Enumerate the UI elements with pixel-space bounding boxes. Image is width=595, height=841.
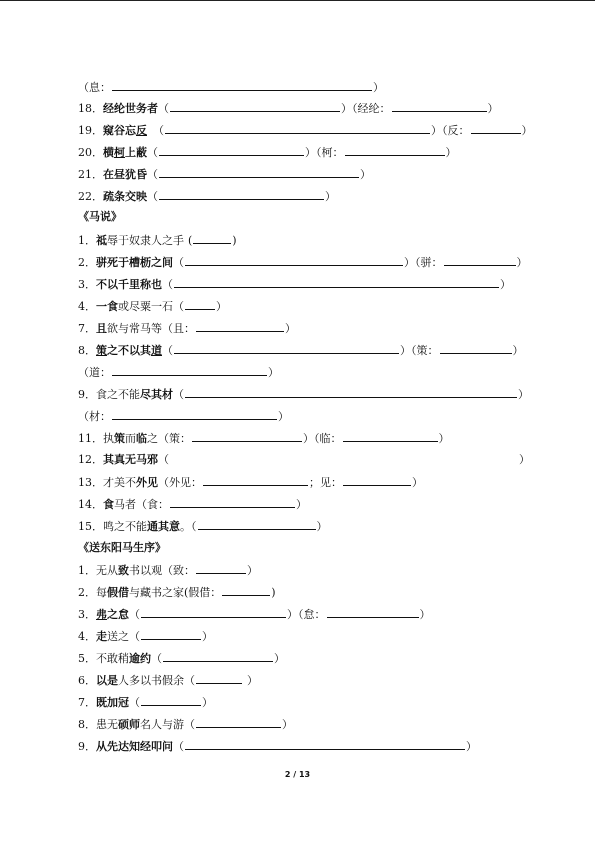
answer-blank[interactable] [185,385,517,398]
bracket-open: （ [147,168,158,181]
answer-blank[interactable] [112,78,372,91]
item-number: 21． [78,168,103,181]
bracket-close: ） [247,674,258,687]
ma-line-15 [78,517,328,535]
item-number: 20． [78,146,103,159]
bracket-close: ） [325,190,336,203]
key-char: 柯 [114,146,125,159]
bracket-open: （ [173,740,184,753]
bracket-open: （ [173,388,184,401]
sentence-text: 欲与常马等（且： [107,322,195,335]
key-phrase: 骈死于槽枥之间 [96,256,173,269]
sentence-text: 不敢稍 [96,652,129,665]
key-phrase: 走 [96,630,107,643]
key-phrase: 之不以其 [107,344,151,357]
sentence-text: 或尽粟一石 [118,300,173,313]
bracket-open: （ [162,278,173,291]
key-phrase: 不以千里称也 [96,278,162,291]
bracket-open: （ [151,652,162,665]
item-number: 19． [78,124,103,137]
bracket-open: （息： [78,81,111,94]
bracket-close: ） [519,453,530,466]
sd-line-4 [78,627,213,645]
bracket-open: （ [158,102,169,115]
answer-blank[interactable] [141,605,286,618]
sd-line-6 [78,671,258,689]
item-number: 7． [78,322,96,335]
sentence-text: 书以观（致： [129,564,195,577]
gloss-label: ）（反： [431,124,470,137]
line-20 [78,143,457,161]
sentence-text: 鸣之不能 [103,520,147,533]
bracket-close: ） [216,300,227,313]
sentence-text: 马者（食： [114,498,169,511]
item-number: 6． [78,674,96,687]
sentence-text: 食之不能 [96,388,140,401]
answer-blank[interactable] [185,297,215,310]
answer-blank[interactable] [174,341,399,354]
item-number: 9． [78,740,96,753]
ma-line-13 [78,473,423,491]
item-number: 18． [78,102,103,115]
ma-line-8-dao [78,363,279,381]
answer-blank[interactable] [170,99,340,112]
key-phrase: 且 [96,322,107,335]
key-phrase: 假借 [107,586,129,599]
page-number: 2 / 13 [284,770,311,779]
key-phrase: 临 [136,432,147,445]
ma-line-11 [78,429,450,447]
bracket-open: （ [147,190,158,203]
answer-blank[interactable] [170,495,295,508]
bracket-close: ） [419,608,431,621]
bracket-close: ） [512,344,524,357]
answer-blank[interactable] [343,429,438,442]
bracket-close: ） [202,630,213,643]
answer-blank[interactable] [343,473,411,486]
sentence-text: 患无 [96,718,118,731]
bracket-open: （ [153,124,164,137]
bracket-close: ） [268,366,279,379]
key-phrase: 通其意 [147,520,180,533]
item-number: 2． [78,586,96,599]
bracket-open: （ [173,300,184,313]
gloss-label: （材： [78,410,111,423]
bracket-close: ) [271,586,276,599]
bracket-close: ） [373,81,384,94]
bracket-close: ) [232,234,237,247]
bracket-close: ） [516,256,528,269]
item-number: 7． [78,696,96,709]
answer-blank[interactable] [165,121,430,134]
bracket-open: （ [173,256,184,269]
sentence-text: 执 [103,432,114,445]
item-number: 12． [78,453,103,466]
key-phrase: 一食 [96,300,118,313]
sd-line-5 [78,649,285,667]
sd-line-7 [78,693,213,711]
ma-line-14 [78,495,307,513]
answer-blank[interactable] [198,517,316,530]
key-phrase: 经纶世务者 [103,102,158,115]
ma-line-9-cai [78,407,289,425]
sd-line-9 [78,737,477,755]
line-19 [78,121,533,139]
key-phrase: 祗 [96,234,107,247]
answer-blank[interactable] [112,407,277,420]
bracket-close: ） [466,740,477,753]
line-22 [78,187,336,205]
bracket-close: ） [202,696,213,709]
item-number: 14． [78,498,103,511]
bracket-close: ） [360,168,371,181]
bracket-close: ） [518,388,529,401]
bracket-open: ( [188,234,193,247]
answer-blank[interactable] [196,671,242,684]
answer-blank[interactable] [196,715,281,728]
item-number: 5． [78,652,96,665]
item-number: 3． [78,608,96,621]
answer-blank[interactable] [222,583,270,596]
sentence-text: 。（ [180,520,197,533]
sd-line-1 [78,561,258,579]
ma-line-1 [78,231,237,249]
key-phrase: 食 [103,498,114,511]
answer-blank[interactable] [163,649,273,662]
item-number: 1． [78,564,96,577]
item-number: 1． [78,234,96,247]
answer-blank[interactable] [196,561,246,574]
answer-blank[interactable] [392,99,487,112]
key-phrase: 尽其材 [140,388,173,401]
gloss-label: ）（骈： [404,256,443,269]
answer-blank[interactable] [444,253,516,266]
answer-blank[interactable] [185,737,465,750]
sentence-text: 与藏书之家(假借： [129,586,222,599]
gloss-label: ）（怠： [287,608,326,621]
key-phrase: 窥谷忘 [103,124,136,137]
sentence-text: 名人与游（ [140,718,195,731]
bracket-close: ） [438,432,450,445]
gloss-label: （道： [78,366,111,379]
ma-line-3 [78,275,511,293]
key-phrase: 横 [103,146,114,159]
bracket-close: ） [282,718,293,731]
ma-line-9 [78,385,529,403]
sentence-text: 人多以书假余（ [118,674,195,687]
answer-blank[interactable] [327,605,419,618]
top-border [0,0,595,1]
gloss-label: （外见： [158,476,202,489]
key-phrase: 既加冠 [96,696,129,709]
answer-blank[interactable] [159,187,324,200]
item-number: 8． [78,718,96,731]
bracket-open: （ [129,608,140,621]
sentence-text: 之（策： [147,432,191,445]
bracket-close: ） [274,652,285,665]
bracket-close: ） [445,146,457,159]
line-18 [78,99,499,117]
sentence-text: 每 [96,586,107,599]
gloss-label: ）（柯： [305,146,344,159]
answer-blank[interactable] [192,429,302,442]
item-number: 2． [78,256,96,269]
key-phrase: 致 [118,564,129,577]
answer-blank[interactable] [196,319,284,332]
bracket-open: （ [162,344,173,357]
sentence-text: 才美不 [103,476,136,489]
answer-blank[interactable] [112,363,267,376]
answer-blank[interactable] [193,231,231,244]
line-21 [78,165,371,183]
key-phrase: 外见 [136,476,158,489]
sentence-text: 无从 [96,564,118,577]
key-char: 反 [136,124,147,137]
gloss-label: ；见： [309,476,342,489]
answer-blank[interactable] [159,165,359,178]
key-phrase: 硕师 [118,718,140,731]
ma-line-12 [78,451,530,469]
answer-blank[interactable] [141,627,201,640]
item-number: 15． [78,520,103,533]
answer-blank[interactable] [185,253,403,266]
key-char: 弗 [96,608,107,621]
bracket-open: （ [147,146,158,159]
key-phrase: 其真无马邪 [103,453,158,466]
key-char: 策 [96,344,107,357]
section-title-song-dongyang: 《送东阳马生序》 [78,541,166,554]
item-number: 11． [78,432,103,445]
bracket-close: ） [521,124,533,137]
key-phrase: 疏条交映 [103,190,147,203]
section-title-ma-shuo: 《马说》 [78,210,122,223]
bracket-open: （ [158,453,169,466]
key-phrase: 在昼犹昏 [103,168,147,181]
bracket-close: ） [316,520,328,533]
answer-blank[interactable] [174,275,499,288]
ma-line-8 [78,341,524,359]
item-number: 9． [78,388,96,401]
gloss-label: ）（策： [400,344,439,357]
answer-blank[interactable] [440,341,512,354]
gloss-label: ）（经纶： [341,102,391,115]
bracket-open: （ [129,696,140,709]
sd-line-3 [78,605,431,623]
answer-blank[interactable] [471,121,521,134]
item-number: 4． [78,630,96,643]
answer-blank[interactable] [203,473,308,486]
item-number: 4． [78,300,96,313]
key-phrase: 逾约 [129,652,151,665]
key-phrase: 上蔽 [125,146,147,159]
item-number: 3． [78,278,96,291]
line-xi [78,78,384,96]
sentence-text: 辱于奴隶人之手 [107,234,184,247]
ma-line-4 [78,297,227,315]
answer-blank[interactable] [159,143,304,156]
key-char: 道 [151,344,162,357]
sentence-text: 而 [125,432,136,445]
bracket-close: ） [500,278,511,291]
key-phrase: 以是 [96,674,118,687]
ma-line-2 [78,253,528,271]
ma-line-7 [78,319,296,337]
answer-blank[interactable] [141,693,201,706]
sd-line-8 [78,715,293,733]
sentence-text: 送之（ [107,630,140,643]
bracket-close: ） [285,322,296,335]
key-phrase: 之怠 [107,608,129,621]
item-number: 22． [78,190,103,203]
key-phrase: 策 [114,432,125,445]
item-number: 13． [78,476,103,489]
sd-line-2 [78,583,276,601]
item-number: 8． [78,344,96,357]
gloss-label: ）（临： [303,432,342,445]
bracket-close: ） [412,476,423,489]
answer-blank[interactable] [345,143,445,156]
bracket-close: ） [247,564,258,577]
key-phrase: 从先达知经叩问 [96,740,173,753]
bracket-close: ） [278,410,289,423]
bracket-close: ） [487,102,499,115]
bracket-close: ） [296,498,307,511]
